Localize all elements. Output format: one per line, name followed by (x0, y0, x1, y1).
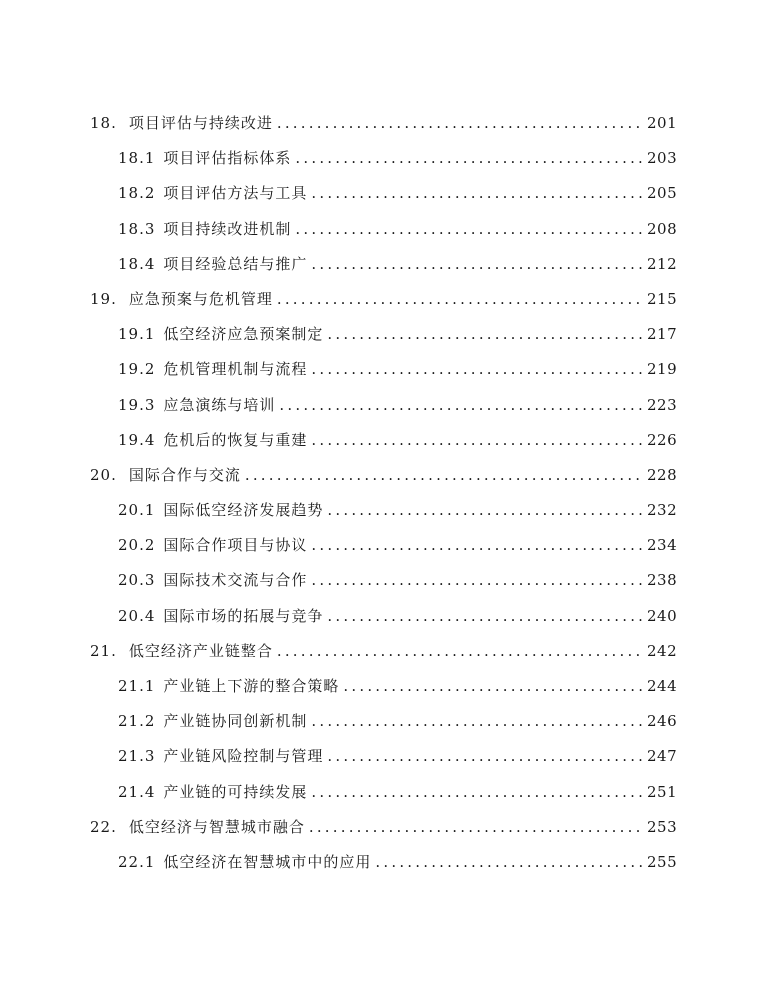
toc-page-number: 228 (647, 465, 678, 484)
toc-entry-number: 21.3 (118, 747, 156, 766)
toc-section-entry[interactable] (0, 212, 765, 247)
dot-leader (295, 212, 643, 247)
toc-entry-number: 20. (90, 465, 117, 484)
toc-page-number: 223 (647, 395, 678, 414)
dot-leader (245, 458, 643, 493)
toc-entry-number: 18. (90, 114, 117, 132)
toc-section-entry[interactable] (0, 493, 765, 528)
dot-leader (311, 247, 643, 282)
toc-chapter-entry[interactable] (0, 634, 765, 669)
toc-entry-number: 20.1 (118, 501, 156, 520)
toc-entry-title: 产业链风险控制与管理 (163, 747, 324, 766)
toc-entry-title: 低空经济产业链整合 (128, 641, 273, 660)
toc-entry-number: 20.4 (118, 606, 156, 625)
toc-section-entry[interactable] (0, 141, 765, 176)
dot-leader (311, 176, 643, 211)
toc-entry-title: 项目评估指标体系 (163, 149, 292, 168)
toc-section-entry[interactable] (0, 352, 765, 387)
dot-leader (327, 599, 643, 634)
dot-leader (311, 563, 643, 598)
toc-entry-title: 低空经济应急预案制定 (163, 325, 324, 344)
toc-entry-title: 项目经验总结与推广 (163, 254, 308, 273)
toc-section-entry[interactable] (0, 704, 765, 739)
dot-leader (311, 775, 643, 810)
dot-leader (295, 141, 643, 176)
toc-entry-number: 21. (90, 641, 117, 660)
toc-page-number: 253 (647, 817, 678, 836)
toc-section-entry[interactable] (0, 775, 765, 810)
toc-entry-title: 应急预案与危机管理 (128, 289, 273, 308)
toc-entry-number: 19.1 (118, 325, 156, 344)
toc-entry-title: 项目评估方法与工具 (163, 184, 308, 203)
toc-entry-number: 18.1 (118, 149, 156, 168)
toc-entry-title: 项目持续改进机制 (163, 219, 292, 238)
table-of-contents (0, 106, 765, 880)
toc-entry-number: 21.4 (118, 782, 156, 801)
toc-page-number: 205 (647, 184, 678, 203)
toc-entry-title: 产业链协同创新机制 (163, 712, 308, 731)
toc-section-entry[interactable] (0, 845, 765, 880)
toc-page-number: 244 (647, 677, 678, 695)
dot-leader (343, 669, 643, 704)
toc-chapter-entry[interactable] (0, 810, 765, 845)
dot-leader (277, 282, 643, 317)
dot-leader (327, 493, 643, 528)
toc-page-number: 242 (647, 641, 678, 660)
toc-chapter-entry[interactable] (0, 282, 765, 317)
toc-entry-number: 18.4 (118, 254, 156, 273)
dot-leader (327, 317, 643, 352)
toc-section-entry[interactable] (0, 317, 765, 352)
toc-section-entry[interactable] (0, 388, 765, 423)
toc-entry-number: 19.4 (118, 430, 156, 449)
toc-entry-title: 国际合作与交流 (128, 465, 241, 484)
toc-page-number: 203 (647, 149, 678, 168)
dot-leader (311, 352, 643, 387)
toc-entry-title: 低空经济与智慧城市融合 (128, 817, 305, 836)
dot-leader (311, 528, 643, 563)
toc-section-entry[interactable] (0, 739, 765, 774)
toc-page-number: 217 (647, 325, 678, 344)
toc-page-number: 238 (647, 571, 678, 590)
dot-leader (311, 423, 643, 458)
toc-entry-title: 危机管理机制与流程 (163, 360, 308, 379)
dot-leader (327, 739, 643, 774)
toc-page-number: 234 (647, 536, 678, 555)
toc-entry-number: 21.1 (118, 677, 156, 695)
dot-leader (279, 388, 643, 423)
toc-entry-number: 22.1 (118, 852, 156, 871)
toc-entry-title: 国际技术交流与合作 (163, 571, 308, 590)
toc-page-number: 251 (647, 782, 678, 801)
toc-page-number: 240 (647, 606, 678, 625)
toc-section-entry[interactable] (0, 528, 765, 563)
toc-page-number: 232 (647, 501, 678, 520)
dot-leader (277, 106, 643, 141)
toc-page-number: 201 (647, 114, 678, 132)
dot-leader (277, 634, 643, 669)
toc-entry-number: 21.2 (118, 712, 156, 731)
toc-entry-number: 18.2 (118, 184, 156, 203)
toc-page-number: 212 (647, 254, 678, 273)
toc-entry-title: 应急演练与培训 (163, 395, 276, 414)
toc-entry-title: 国际市场的拓展与竞争 (163, 606, 324, 625)
toc-section-entry[interactable] (0, 247, 765, 282)
toc-entry-number: 19. (90, 289, 117, 308)
toc-entry-title: 产业链上下游的整合策略 (163, 677, 340, 695)
toc-page-number: 208 (647, 219, 678, 238)
dot-leader (375, 845, 643, 880)
toc-section-entry[interactable] (0, 423, 765, 458)
toc-entry-title: 危机后的恢复与重建 (163, 430, 308, 449)
toc-entry-number: 20.3 (118, 571, 156, 590)
toc-entry-title: 国际低空经济发展趋势 (163, 501, 324, 520)
toc-page-number: 215 (647, 289, 678, 308)
toc-section-entry[interactable] (0, 669, 765, 704)
toc-page-number: 226 (647, 430, 678, 449)
toc-section-entry[interactable] (0, 599, 765, 634)
toc-entry-number: 18.3 (118, 219, 156, 238)
toc-entry-number: 19.2 (118, 360, 156, 379)
toc-entry-title: 国际合作项目与协议 (163, 536, 308, 555)
toc-entry-title: 项目评估与持续改进 (128, 114, 273, 132)
toc-chapter-entry[interactable] (0, 106, 765, 141)
dot-leader (311, 704, 643, 739)
toc-section-entry[interactable] (0, 563, 765, 598)
toc-entry-title: 产业链的可持续发展 (163, 782, 308, 801)
toc-entry-number: 20.2 (118, 536, 156, 555)
toc-page-number: 219 (647, 360, 678, 379)
toc-page-number: 246 (647, 712, 678, 731)
toc-page-number: 247 (647, 747, 678, 766)
toc-entry-number: 22. (90, 817, 117, 836)
dot-leader (309, 810, 643, 845)
toc-section-entry[interactable] (0, 176, 765, 211)
toc-chapter-entry[interactable] (0, 458, 765, 493)
toc-page-number: 255 (647, 852, 678, 871)
toc-entry-number: 19.3 (118, 395, 156, 414)
toc-entry-title: 低空经济在智慧城市中的应用 (163, 852, 372, 871)
